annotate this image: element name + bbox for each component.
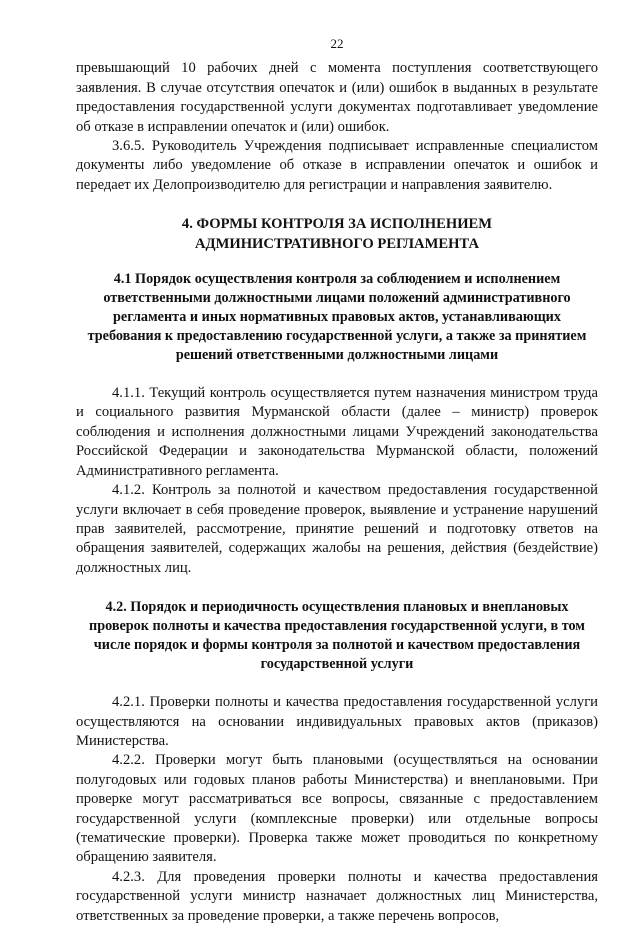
subsection-4-1-heading: 4.1 Порядок осуществления контроля за соблюдением и исполнением ответственными должностными лицами положений административного регламента и иных нормативных правовых актов, устанавливающих требования к предоставлению государственной услуги, а также за принятием решений ответственными должностными лицами: [87, 271, 587, 364]
paragraph: превышающий 10 рабочих дней с момента поступления соответствующего заявления. В случае отсутствия опечаток и (или) ошибок в выданных в результате предоставления государственной услуги документах подготавливает уведомление об отказе в исправлении опечаток и (или) ошибок.: [76, 60, 598, 135]
section-4-heading-line2: АДМИНИСТРАТИВНОГО РЕГЛАМЕНТА: [195, 235, 479, 252]
page-number: 22: [330, 36, 344, 51]
subsection-4-2-heading: 4.2. Порядок и периодичность осуществления плановых и внеплановых проверок полноты и качества предоставления государственной услуги, в том числе порядок и формы контроля за полнотой и качеством предоставления государственной услуги: [89, 599, 585, 673]
paragraph: 3.6.5. Руководитель Учреждения подписывает исправленные специалистом документы либо уведомление об отказе в исправлении опечаток и ошибок и передает их Делопроизводителю для регистрации и направления заявителю.: [76, 138, 598, 193]
paragraph: 4.1.1. Текущий контроль осуществляется путем назначения министром труда и социального развития Мурманской области (далее – министр) проверок соблюдения и исполнения должностными лицами Учреждений законодательства Российской Федерации и законодательства Мурманской области, положений Административного регламента.: [76, 385, 598, 479]
section-4-heading: [76, 215, 598, 254]
paragraph: 4.1.2. Контроль за полнотой и качеством предоставления государственной услуги включает в себя проведение проверок, выявление и устранение нарушений прав заявителей, рассмотрение, принятие решений и подготовку ответов на обращения заявителей, содержащих жалобы на решения, действия (бездействие) должностных лиц.: [76, 482, 598, 576]
paragraph: 4.2.2. Проверки могут быть плановыми (осуществляться на основании полугодовых или годовых планов работы Министерства) и внеплановыми. При проверке могут рассматриваться все вопросы, связанные с предоставлением государственной услуги (комплексные проверки) или отдельные вопросы (тематические проверки). Проверка также может проводиться по конкретному обращению заявителя.: [76, 752, 598, 866]
section-4-heading-line1: 4. ФОРМЫ КОНТРОЛЯ ЗА ИСПОЛНЕНИЕМ: [181, 216, 493, 233]
paragraph: 4.2.3. Для проведения проверки полноты и качества предоставления государственной услуги министр назначает должностных лиц Министерства, ответственных за проведение проверки, а также перечень вопросов,: [76, 868, 598, 924]
document-page: [76, 34, 598, 926]
paragraph: 4.2.1. Проверки полноты и качества предоставления государственной услуги осуществляются на основании индивидуальных правовых актов (приказов) Министерства.: [76, 694, 598, 749]
